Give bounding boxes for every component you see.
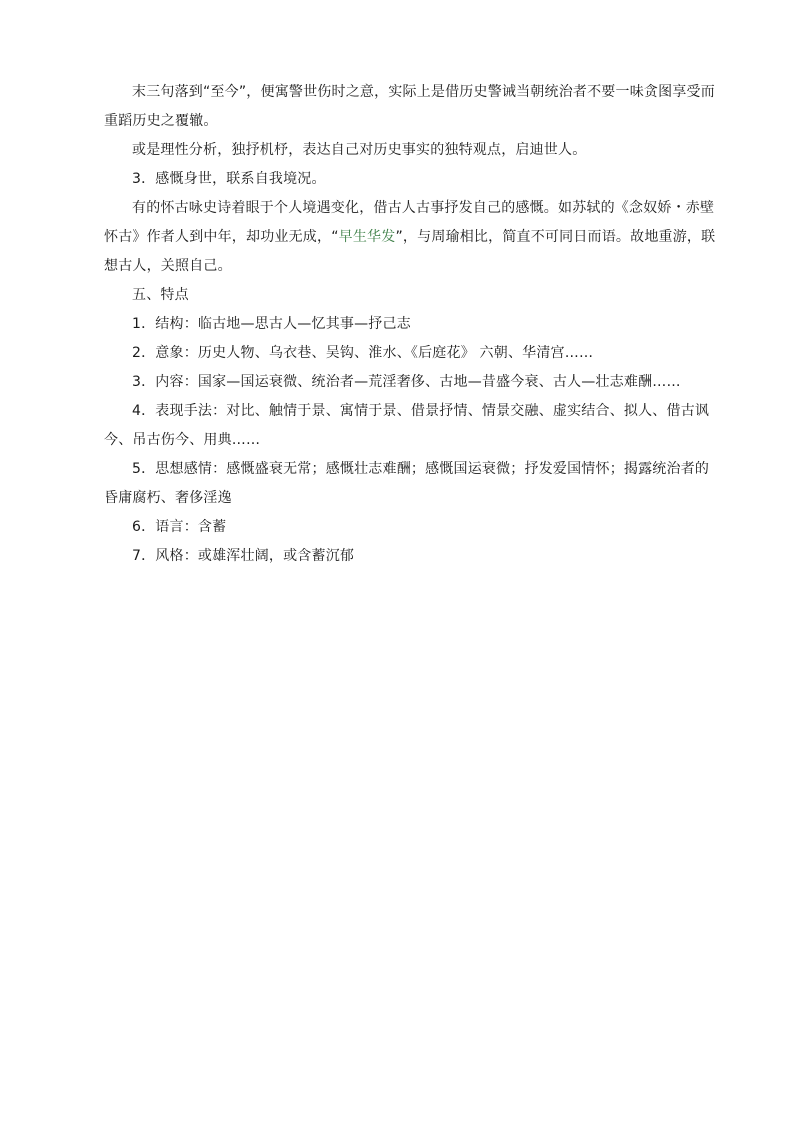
heading-3-life-experience: 3．感慨身世，联系自我境况。 [132, 171, 326, 187]
paragraph-su-shi-text-after: ”，与周瑜相比，简直不可同日而语。故地重游，联想古人，关照自己。 [104, 229, 716, 274]
paragraph-1: 末三句落到“至今”，便寓警世伤时之意，实际上是借历史警诫当朝统治者不要一味贪图享受而重蹈历史之覆辙。 [104, 84, 715, 129]
paragraph-su-shi [104, 194, 716, 281]
document-body [104, 78, 716, 571]
feature-imagery: 2．意象：历史人物、乌衣巷、吴钩、淮水、《后庭花》 六朝、华清宫…… [132, 345, 594, 361]
feature-style: 7．风格：或雄浑壮阔，或含蓄沉郁 [132, 548, 355, 564]
paragraph-2: 或是理性分析，独抒机杼，表达自己对历史事实的独特观点，启迪世人。 [132, 142, 587, 158]
paragraph-su-shi-text-before: 有的怀古咏史诗着眼于个人境遇变化，借古人古事抒发自己的感慨。如苏轼的《念奴娇・赤壁怀古》作者人到中年，却功业无成，“ [104, 200, 715, 245]
feature-content: 3．内容：国家—国运衰微、统治者—荒淫奢侈、古地—昔盛今衰、古人—壮志难酬…… [132, 374, 681, 390]
feature-structure: 1．结构：临古地—思古人—忆其事—抒己志 [132, 316, 411, 332]
feature-emotions: 5．思想感情：感慨盛衰无常；感慨壮志难酬；感慨国运衰微；抒发爱国情怀；揭露统治者的昏庸腐朽、奢侈淫逸 [104, 461, 710, 506]
quote-early-grey-hair: 早生华发 [338, 229, 396, 245]
section-heading-features: 五、特点 [132, 287, 189, 303]
feature-language: 6．语言：含蓄 [132, 519, 227, 535]
feature-techniques: 4．表现手法：对比、触情于景、寓情于景、借景抒情、情景交融、虚实结合、拟人、借古讽今、吊古伤今、用典…… [104, 403, 710, 448]
